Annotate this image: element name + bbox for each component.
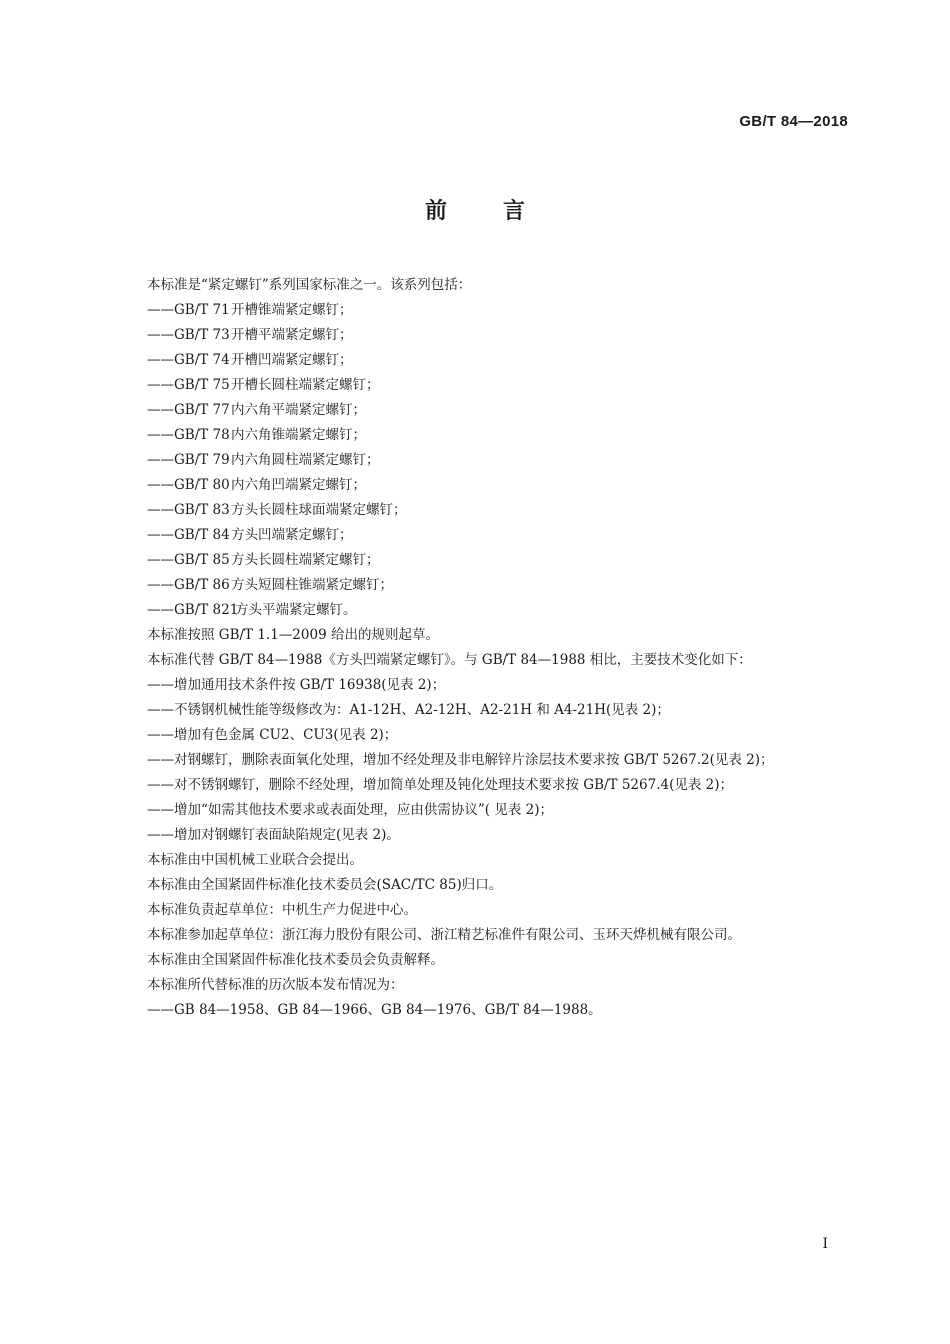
list-item [147, 348, 857, 373]
list-item: ——增加对钢螺钉表面缺陷规定(见表 2)。 [147, 827, 400, 843]
list-item [147, 423, 857, 448]
series-name: 方头短圆柱锥端紧定螺钉； [231, 577, 393, 593]
series-code: ——GB/T 75 [147, 377, 230, 393]
intro-paragraph: 本标准是“紧定螺钉”系列国家标准之一。该系列包括： [147, 277, 472, 293]
series-code: ——GB/T 71 [147, 302, 230, 318]
series-name: 开槽长圆柱端紧定螺钉； [231, 377, 380, 393]
list-item [147, 398, 857, 423]
series-code: ——GB/T 77 [147, 402, 230, 418]
series-code: ——GB/T 80 [147, 477, 230, 493]
list-item [147, 373, 857, 398]
series-name: 方头平端紧定螺钉。 [235, 602, 357, 618]
interpretation-paragraph: 本标准由全国紧固件标准化技术委员会负责解释。 [147, 952, 444, 968]
series-code: ——GB/T 74 [147, 352, 230, 368]
list-item: ——增加通用技术条件按 GB/T 16938(见表 2)； [147, 677, 446, 693]
list-item [147, 523, 857, 548]
list-item [147, 598, 857, 623]
series-name: 开槽凹端紧定螺钉； [231, 352, 353, 368]
series-code: ——GB/T 86 [147, 577, 230, 593]
list-item [147, 498, 857, 523]
series-code: ——GB/T 73 [147, 327, 230, 343]
page-title: 前言 [424, 199, 581, 224]
series-code: ——GB/T 79 [147, 452, 230, 468]
list-item [147, 298, 857, 323]
series-name: 内六角凹端紧定螺钉； [231, 477, 366, 493]
series-name: 开槽锥端紧定螺钉； [231, 302, 353, 318]
series-code: ——GB/T 78 [147, 427, 230, 443]
list-item: ——增加有色金属 CU2、CU3(见表 2)； [147, 727, 398, 743]
page-number: I [822, 1236, 828, 1252]
series-name: 方头长圆柱端紧定螺钉； [231, 552, 380, 568]
history-intro-paragraph: 本标准所代替标准的历次版本发布情况为： [147, 977, 404, 993]
list-item: ——增加“如需其他技术要求或表面处理，应由供需协议”( 见表 2)； [147, 802, 554, 818]
list-item [147, 448, 857, 473]
list-item [147, 573, 857, 598]
foreword-body [147, 273, 857, 1023]
series-code: ——GB/T 84 [147, 527, 230, 543]
co-drafters-paragraph: 本标准参加起草单位：浙江海力股份有限公司、浙江精艺标准件有限公司、玉环天烨机械有限公司。 [147, 927, 741, 943]
changes-list [147, 673, 857, 848]
history-list-item: ——GB 84—1958、GB 84—1966、GB 84—1976、GB/T 84—1988。 [147, 1002, 602, 1018]
proposed-by-paragraph: 本标准由中国机械工业联合会提出。 [147, 852, 363, 868]
list-item [147, 548, 857, 573]
standard-code: GB/T 84—2018 [739, 113, 848, 130]
managed-by-paragraph: 本标准由全国紧固件标准化技术委员会(SAC/TC 85)归口。 [147, 877, 503, 893]
list-item: ——对不锈钢螺钉，删除不经处理，增加简单处理及钝化处理技术要求按 GB/T 5267.4(见表 2)； [147, 777, 733, 793]
series-name: 内六角锥端紧定螺钉； [231, 427, 366, 443]
series-name: 开槽平端紧定螺钉； [231, 327, 353, 343]
series-name: 方头长圆柱球面端紧定螺钉； [231, 502, 407, 518]
list-item: ——对钢螺钉，删除表面氧化处理，增加不经处理及非电解锌片涂层技术要求按 GB/T 5267.2(见表 2)； [147, 752, 774, 768]
series-code: ——GB/T 83 [147, 502, 230, 518]
series-name: 内六角圆柱端紧定螺钉； [231, 452, 380, 468]
series-name: 方头凹端紧定螺钉； [231, 527, 353, 543]
list-item: ——不锈钢机械性能等级修改为：A1-12H、A2-12H、A2-21H 和 A4-21H(见表 2)； [147, 702, 670, 718]
series-list [147, 298, 857, 623]
replacement-paragraph: 本标准代替 GB/T 84—1988《方头凹端紧定螺钉》。与 GB/T 84—1988 相比，主要技术变化如下： [147, 652, 752, 668]
series-code: ——GB/T 85 [147, 552, 230, 568]
list-item [147, 323, 857, 348]
series-name: 内六角平端紧定螺钉； [231, 402, 366, 418]
main-drafter-paragraph: 本标准负责起草单位：中机生产力促进中心。 [147, 902, 417, 918]
series-code: ——GB/T 821 [147, 602, 239, 618]
list-item [147, 473, 857, 498]
drafting-rule-paragraph: 本标准按照 GB/T 1.1—2009 给出的规则起草。 [147, 627, 439, 643]
